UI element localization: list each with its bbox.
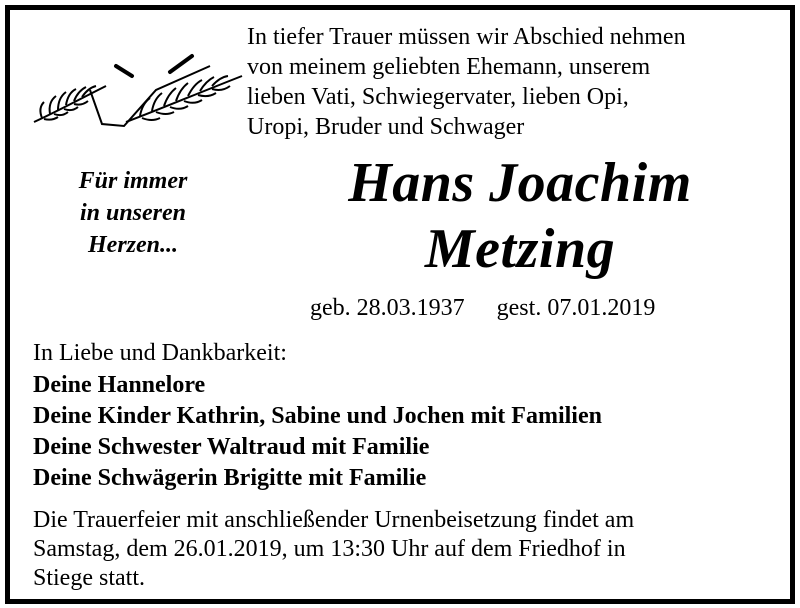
motto-line: Für immer: [78, 168, 188, 194]
motto-text: [38, 165, 228, 261]
mourner-line: Deine Kinder Kathrin, Sabine und Jochen mit Familien: [33, 403, 602, 429]
mourner-line: Deine Hannelore: [33, 372, 206, 398]
funeral-line: Samstag, dem 26.01.2019, um 13:30 Uhr auf dem Friedhof in: [33, 536, 626, 562]
funeral-line: Die Trauerfeier mit anschließender Urnenbeisetzung findet am: [33, 507, 635, 533]
death-date: gest. 07.01.2019: [496, 295, 656, 321]
motto-line: in unseren: [79, 200, 187, 226]
thanks-line: In Liebe und Dankbarkeit:: [33, 340, 287, 366]
life-dates: [310, 294, 655, 322]
intro-line: von meinem geliebten Ehemann, unserem: [247, 54, 651, 80]
palm-branch-icon: [28, 52, 246, 142]
mourner-line: Deine Schwägerin Brigitte mit Familie: [33, 465, 427, 491]
deceased-first-name: Hans Joachim: [348, 152, 692, 214]
intro-line: In tiefer Trauer müssen wir Abschied nehmen: [247, 24, 686, 50]
mourner-line: Deine Schwester Waltraud mit Familie: [33, 434, 430, 460]
funeral-info: [33, 506, 778, 593]
intro-text: [247, 22, 787, 142]
intro-line: lieben Vati, Schwiegervater, lieben Opi,: [247, 84, 629, 110]
mourners-list: [33, 370, 602, 494]
motto-line: Herzen...: [88, 232, 178, 258]
birth-date: geb. 28.03.1937: [310, 295, 465, 321]
deceased-name: [260, 150, 780, 282]
funeral-line: Stiege statt.: [33, 565, 145, 591]
deceased-last-name: Metzing: [424, 218, 616, 280]
intro-line: Uropi, Bruder und Schwager: [247, 114, 525, 140]
